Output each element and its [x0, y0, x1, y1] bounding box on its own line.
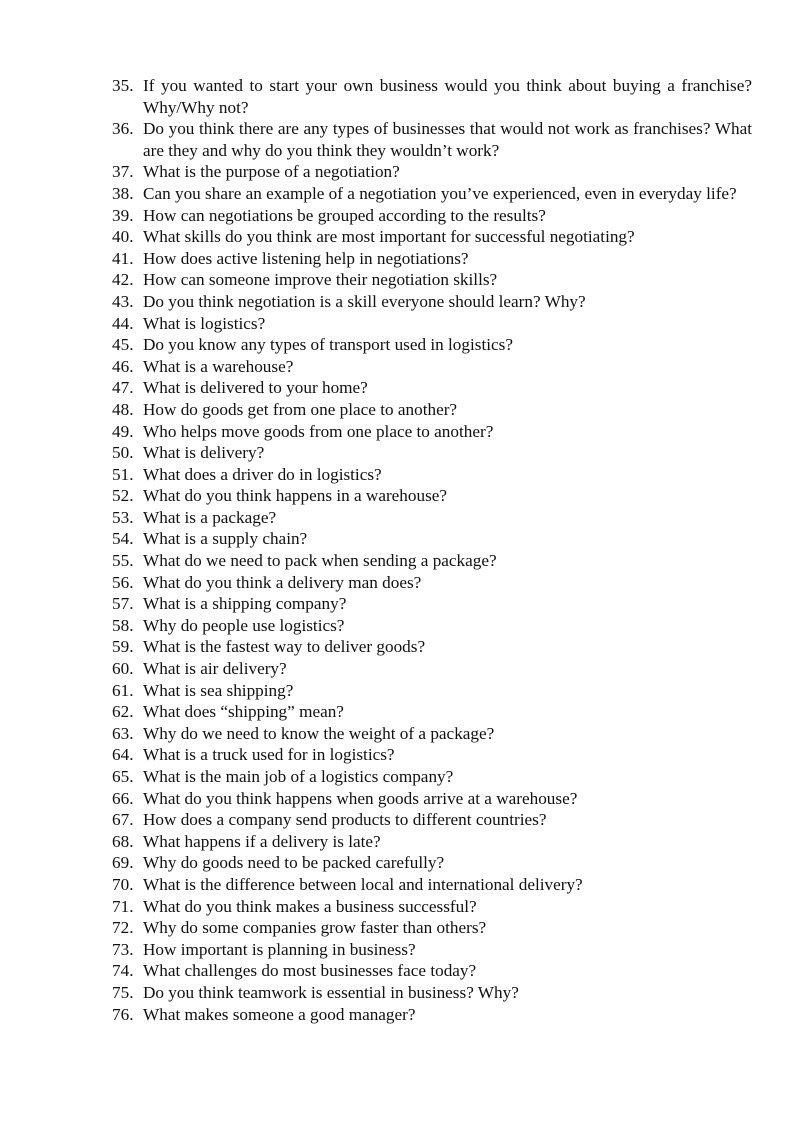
- question-text: What is the main job of a logistics company?: [143, 767, 454, 786]
- question-item: [112, 852, 752, 874]
- question-text: Do you think there are any types of businesses that would not work as franchises? What are they and why do you think they wouldn’t work?: [143, 119, 752, 160]
- question-number: 59.: [112, 637, 134, 657]
- question-text: Do you think negotiation is a skill everyone should learn? Why?: [143, 291, 586, 311]
- question-item: [112, 183, 752, 205]
- question-number: 44.: [112, 313, 134, 333]
- question-item: [112, 485, 752, 507]
- question-text: What skills do you think are most important for successful negotiating?: [143, 227, 635, 247]
- question-item: [112, 636, 752, 658]
- question-item: [112, 161, 752, 183]
- question-item: [112, 399, 752, 421]
- question-text: What is a truck used for in logistics?: [143, 745, 395, 765]
- question-list: [112, 75, 752, 1025]
- question-text: Why do goods need to be packed carefully?: [143, 853, 445, 873]
- question-item: [112, 377, 752, 399]
- question-number: 51.: [112, 464, 134, 484]
- question-item: [112, 356, 752, 378]
- question-text: If you wanted to start your own business would you think about buying a franchise? Why/Why not?: [143, 76, 752, 117]
- question-number: 35.: [112, 76, 134, 95]
- question-item: [112, 334, 752, 356]
- question-text: What is the purpose of a negotiation?: [143, 162, 400, 182]
- question-item: [112, 269, 752, 291]
- question-text: What is air delivery?: [143, 659, 287, 679]
- question-item: [112, 118, 752, 161]
- question-number: 37.: [112, 162, 134, 182]
- question-item: [112, 939, 752, 961]
- question-text: What is a package?: [143, 507, 277, 527]
- question-number: 42.: [112, 270, 134, 290]
- question-item: [112, 291, 752, 313]
- question-text: Can you share an example of a negotiation you’ve experienced, even in everyday life?: [143, 183, 737, 203]
- question-text: How do goods get from one place to another?: [143, 399, 458, 419]
- question-item: [112, 809, 752, 831]
- question-number: 68.: [112, 831, 134, 851]
- question-item: [112, 593, 752, 615]
- question-number: 61.: [112, 680, 134, 700]
- question-number: 67.: [112, 810, 134, 830]
- question-number: 39.: [112, 205, 134, 225]
- question-text: What do you think makes a business successful?: [143, 896, 477, 916]
- question-item: [112, 960, 752, 982]
- question-number: 69.: [112, 853, 134, 873]
- question-number: 58.: [112, 615, 134, 635]
- question-text: What happens if a delivery is late?: [143, 831, 381, 851]
- question-number: 50.: [112, 443, 134, 463]
- question-number: 38.: [112, 183, 134, 203]
- question-item: [112, 831, 752, 853]
- question-item: [112, 744, 752, 766]
- question-item: [112, 507, 752, 529]
- question-item: [112, 766, 752, 788]
- question-number: 48.: [112, 399, 134, 419]
- question-number: 46.: [112, 356, 134, 376]
- question-text: What does a driver do in logistics?: [143, 464, 382, 484]
- question-number: 74.: [112, 961, 134, 981]
- question-item: [112, 788, 752, 810]
- question-item: [112, 615, 752, 637]
- question-number: 72.: [112, 918, 134, 938]
- question-item: [112, 572, 752, 594]
- question-number: 62.: [112, 702, 134, 722]
- question-number: 75.: [112, 982, 134, 1002]
- question-text: What is logistics?: [143, 313, 266, 333]
- question-item: [112, 874, 752, 896]
- question-number: 73.: [112, 939, 134, 959]
- question-number: 36.: [112, 119, 134, 139]
- question-text: How can negotiations be grouped according to the results?: [143, 205, 546, 225]
- question-item: [112, 701, 752, 723]
- question-text: What is delivered to your home?: [143, 378, 368, 398]
- question-number: 43.: [112, 291, 134, 311]
- question-number: 52.: [112, 486, 134, 506]
- question-number: 55.: [112, 551, 134, 571]
- question-item: [112, 1004, 752, 1026]
- question-number: 56.: [112, 572, 134, 592]
- question-number: 71.: [112, 896, 134, 916]
- question-text: How important is planning in business?: [143, 939, 416, 959]
- question-text: How does a company send products to different countries?: [143, 810, 547, 830]
- question-item: [112, 421, 752, 443]
- question-item: [112, 982, 752, 1004]
- question-number: 49.: [112, 421, 134, 441]
- question-item: [112, 75, 752, 118]
- question-text: What do you think a delivery man does?: [143, 572, 422, 592]
- question-text: What is a supply chain?: [143, 529, 308, 549]
- question-item: [112, 917, 752, 939]
- question-item: [112, 464, 752, 486]
- question-item: [112, 528, 752, 550]
- question-text: Do you know any types of transport used in logistics?: [143, 335, 513, 355]
- question-number: 47.: [112, 378, 134, 398]
- question-text: What is delivery?: [143, 443, 265, 463]
- question-number: 65.: [112, 767, 134, 786]
- question-item: [112, 723, 752, 745]
- question-item: [112, 550, 752, 572]
- question-number: 70.: [112, 874, 134, 894]
- question-text: What challenges do most businesses face today?: [143, 961, 477, 981]
- question-item: [112, 248, 752, 270]
- question-number: 41.: [112, 248, 134, 268]
- question-item: [112, 205, 752, 227]
- question-number: 60.: [112, 659, 134, 679]
- question-item: [112, 313, 752, 335]
- question-text: What do you think happens in a warehouse?: [143, 486, 448, 506]
- question-number: 57.: [112, 594, 134, 614]
- question-text: Why do we need to know the weight of a package?: [143, 723, 495, 743]
- question-text: How does active listening help in negotiations?: [143, 248, 469, 268]
- question-number: 64.: [112, 745, 134, 765]
- question-text: What is sea shipping?: [143, 680, 294, 700]
- question-text: What does “shipping” mean?: [143, 702, 344, 722]
- question-text: What is a shipping company?: [143, 594, 347, 614]
- question-number: 54.: [112, 529, 134, 549]
- question-text: What is the difference between local and international delivery?: [143, 874, 583, 894]
- question-text: Who helps move goods from one place to another?: [143, 421, 494, 441]
- question-item: [112, 896, 752, 918]
- question-text: What makes someone a good manager?: [143, 1004, 416, 1024]
- question-number: 66.: [112, 788, 134, 808]
- question-number: 63.: [112, 723, 134, 743]
- question-text: Do you think teamwork is essential in business? Why?: [143, 982, 519, 1002]
- question-number: 45.: [112, 335, 134, 355]
- question-text: What do we need to pack when sending a package?: [143, 551, 497, 571]
- question-item: [112, 442, 752, 464]
- question-item: [112, 680, 752, 702]
- question-number: 40.: [112, 227, 134, 247]
- question-text: What is the fastest way to deliver goods?: [143, 637, 426, 657]
- question-text: Why do some companies grow faster than others?: [143, 918, 487, 938]
- question-text: What do you think happens when goods arrive at a warehouse?: [143, 788, 578, 808]
- question-item: [112, 658, 752, 680]
- question-number: 76.: [112, 1004, 134, 1024]
- question-number: 53.: [112, 507, 134, 527]
- question-text: Why do people use logistics?: [143, 615, 345, 635]
- question-item: [112, 226, 752, 248]
- question-text: How can someone improve their negotiation skills?: [143, 270, 498, 290]
- question-text: What is a warehouse?: [143, 356, 294, 376]
